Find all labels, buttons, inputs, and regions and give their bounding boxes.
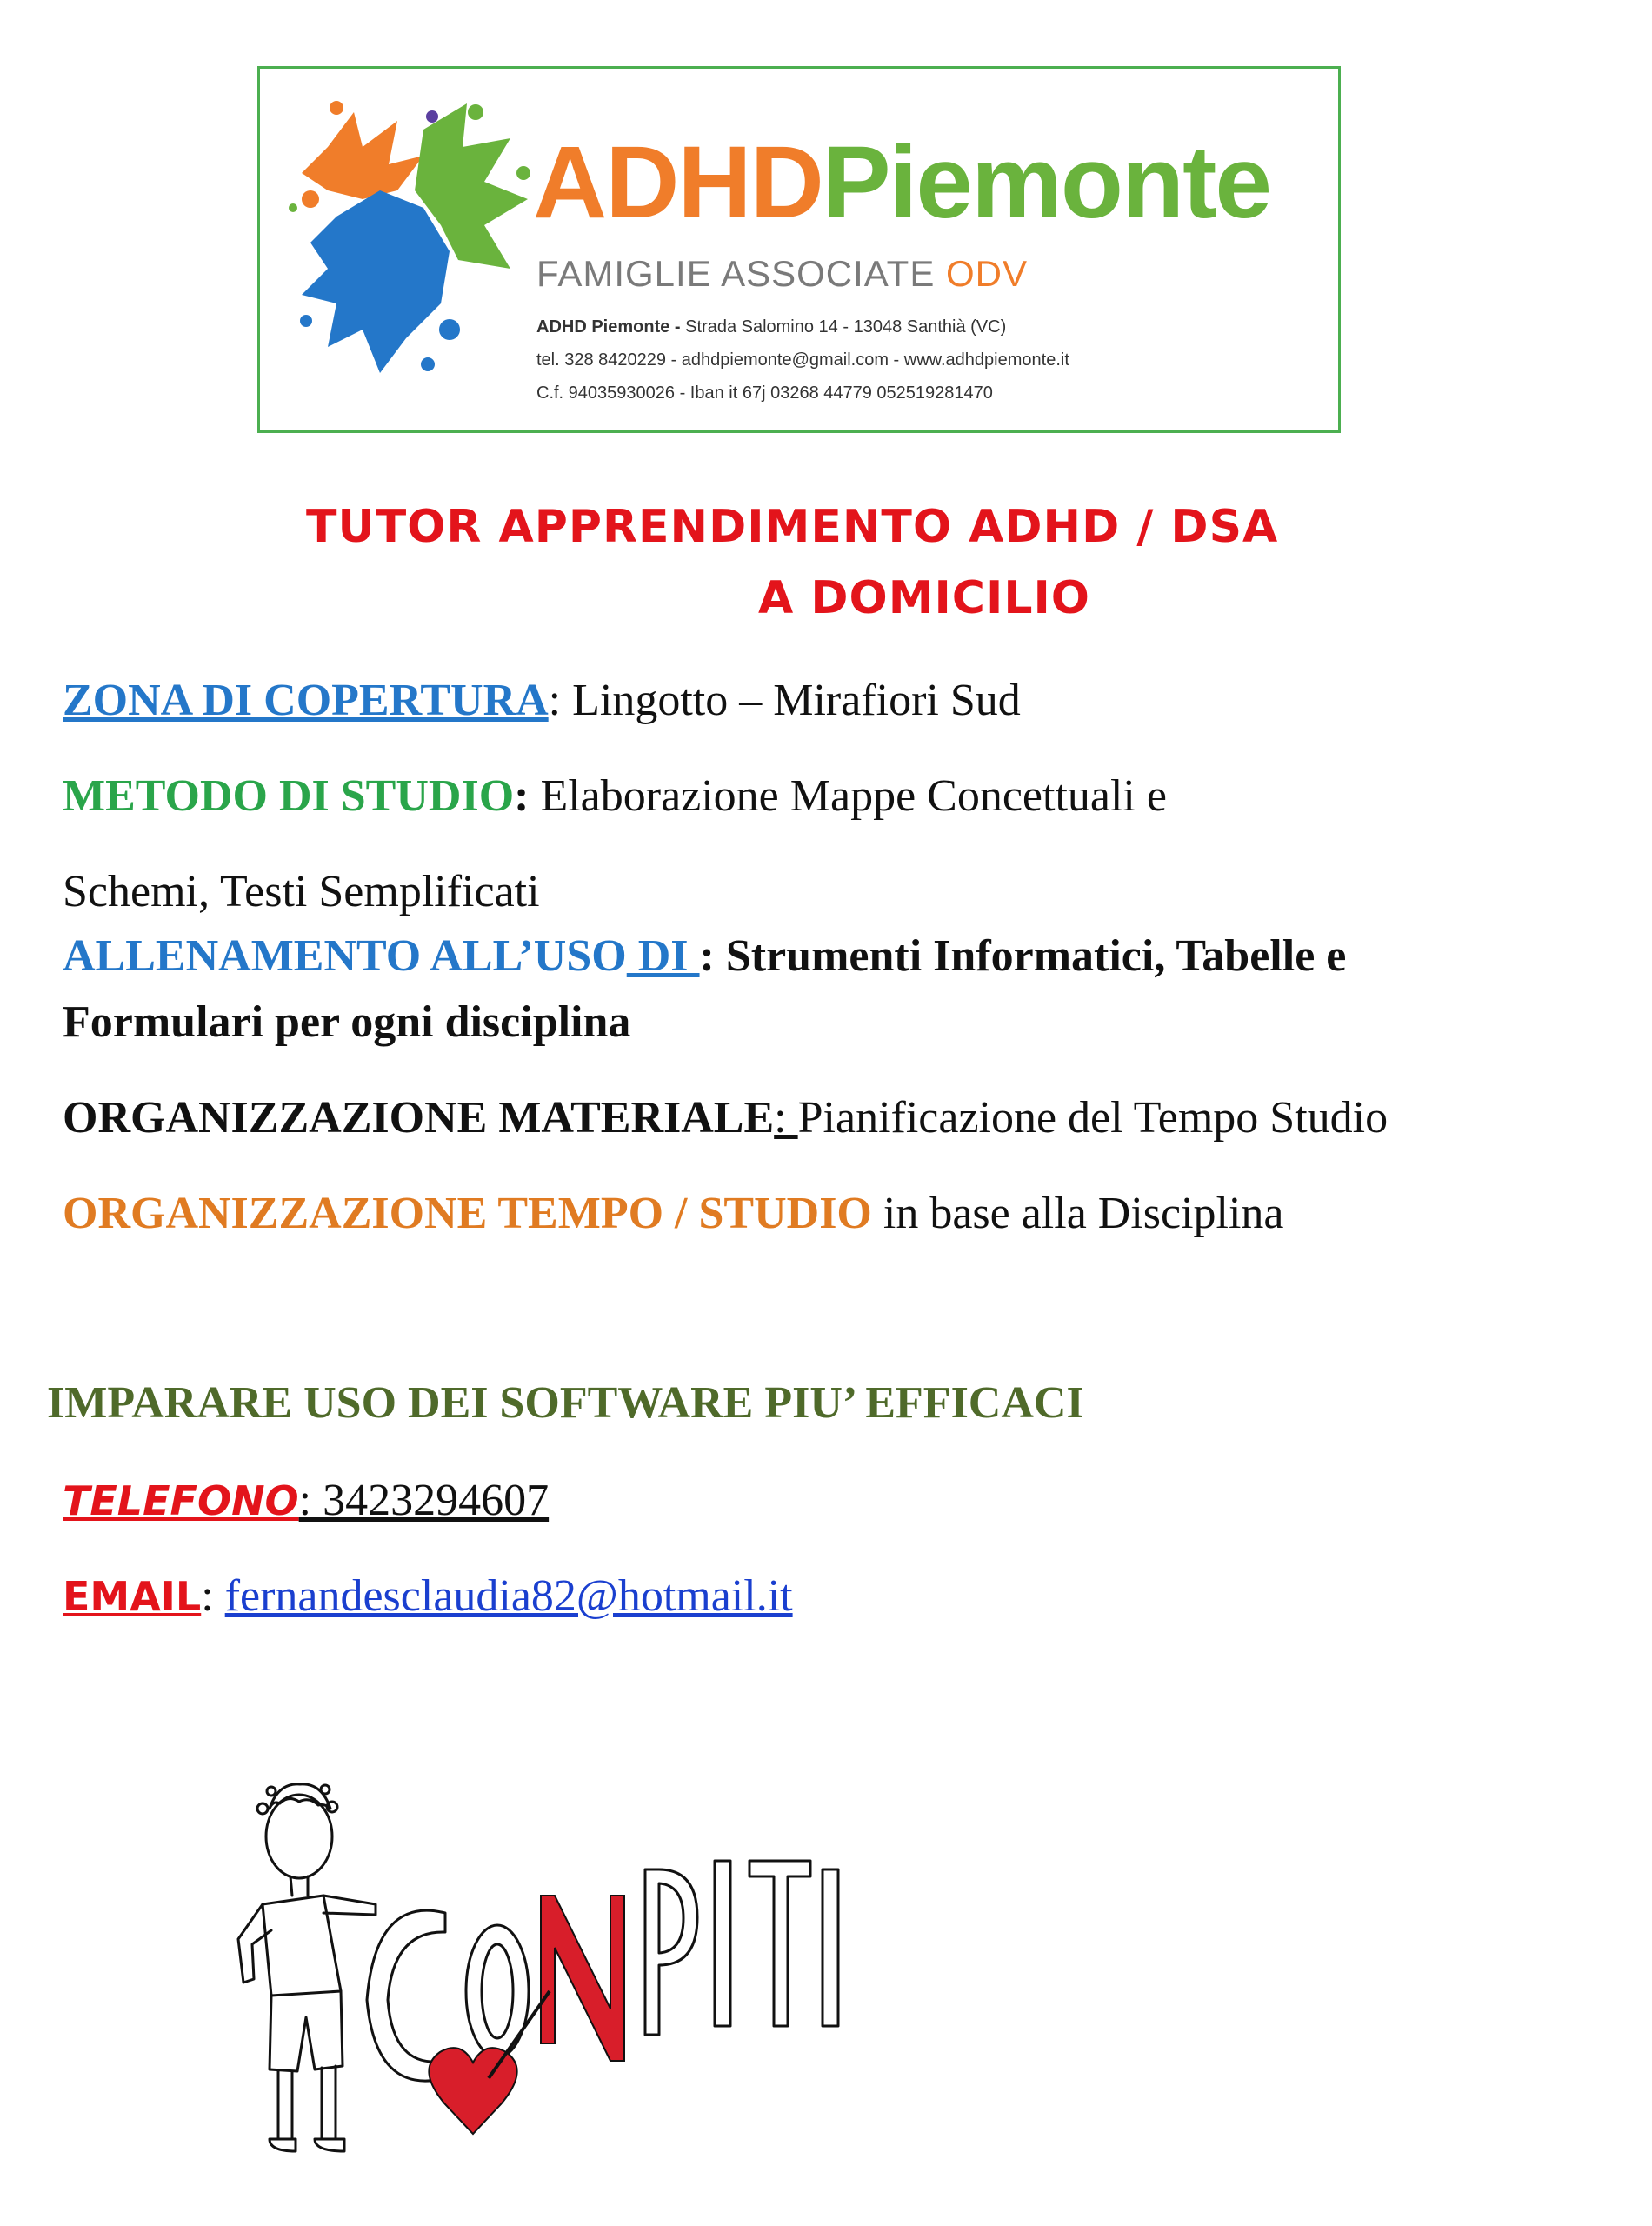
zona-line [63,675,1021,726]
metodo-sep: : [514,771,541,821]
page-title-line-1: TUTOR APPRENDIMENTO ADHD / DSA [306,501,1279,553]
telefono-label: TELEFONO [63,1477,299,1524]
fiscal-line: C.f. 94035930026 - Iban it 67j 03268 44779 052519281470 [536,383,993,403]
org-tempo-line [63,1188,1284,1239]
contacts-line: tel. 328 8420229 - adhdpiemonte@gmail.com - www.adhdpiemonte.it [536,350,1069,370]
allenamento-line [63,930,1346,982]
allenamento-line-2: Formulari per ogni disciplina [63,997,631,1047]
paint-splash-logo-icon [276,95,536,382]
allenamento-label: ALLENAMENTO ALL’USO [63,931,627,981]
brand-part-piemonte: Piemonte [822,125,1270,240]
metodo-line [63,770,1167,822]
zona-sep: : [548,676,573,725]
metodo-value-1: Elaborazione Mappe Concettuali e [540,771,1167,821]
email-link[interactable]: fernandesclaudia82@hotmail.it [224,1571,793,1621]
software-line [47,1377,1084,1429]
org-materiale-sep: : [774,1093,798,1143]
metodo-line-2: Schemi, Testi Semplificati [63,867,540,916]
child-with-compiti-drawing-icon [228,1774,854,2183]
email-label: EMAIL [63,1573,202,1620]
metodo-label: METODO DI STUDIO [63,771,515,821]
brand-part-adhd: ADHD [533,125,823,240]
brand-name [533,125,1270,240]
email-sep: : [201,1571,225,1621]
allenamento-value-1: : Strumenti Informatici, Tabelle e [699,931,1347,981]
email-line [63,1570,793,1622]
brand-subtitle [536,253,1028,295]
zona-value: Lingotto – Mirafiori Sud [572,676,1021,725]
telefono-line [63,1475,549,1526]
org-tempo-label: ORGANIZZAZIONE TEMPO / STUDIO [63,1189,872,1238]
address-org: ADHD Piemonte - [536,317,681,337]
org-materiale-value: Pianificazione del Tempo Studio [797,1093,1389,1143]
address-line [536,317,1006,337]
subtitle-main: FAMIGLIE ASSOCIATE [536,253,947,294]
software-text: IMPARARE USO DEI SOFTWARE PIU’ EFFICACI [47,1378,1084,1428]
telefono-value[interactable]: : 3423294607 [298,1476,550,1525]
subtitle-odv: ODV [946,253,1029,294]
org-materiale-line [63,1092,1388,1143]
org-materiale-label: ORGANIZZAZIONE MATERIALE [63,1093,775,1143]
org-tempo-value: in base alla Disciplina [871,1189,1284,1238]
address-street: Strada Salomino 14 - 13048 Santhià (VC) [680,317,1007,337]
zona-label: ZONA DI COPERTURA [63,676,549,725]
allenamento-di: DI [626,931,700,981]
page-title-line-2: A DOMICILIO [758,572,1091,624]
header-card [257,66,1341,433]
